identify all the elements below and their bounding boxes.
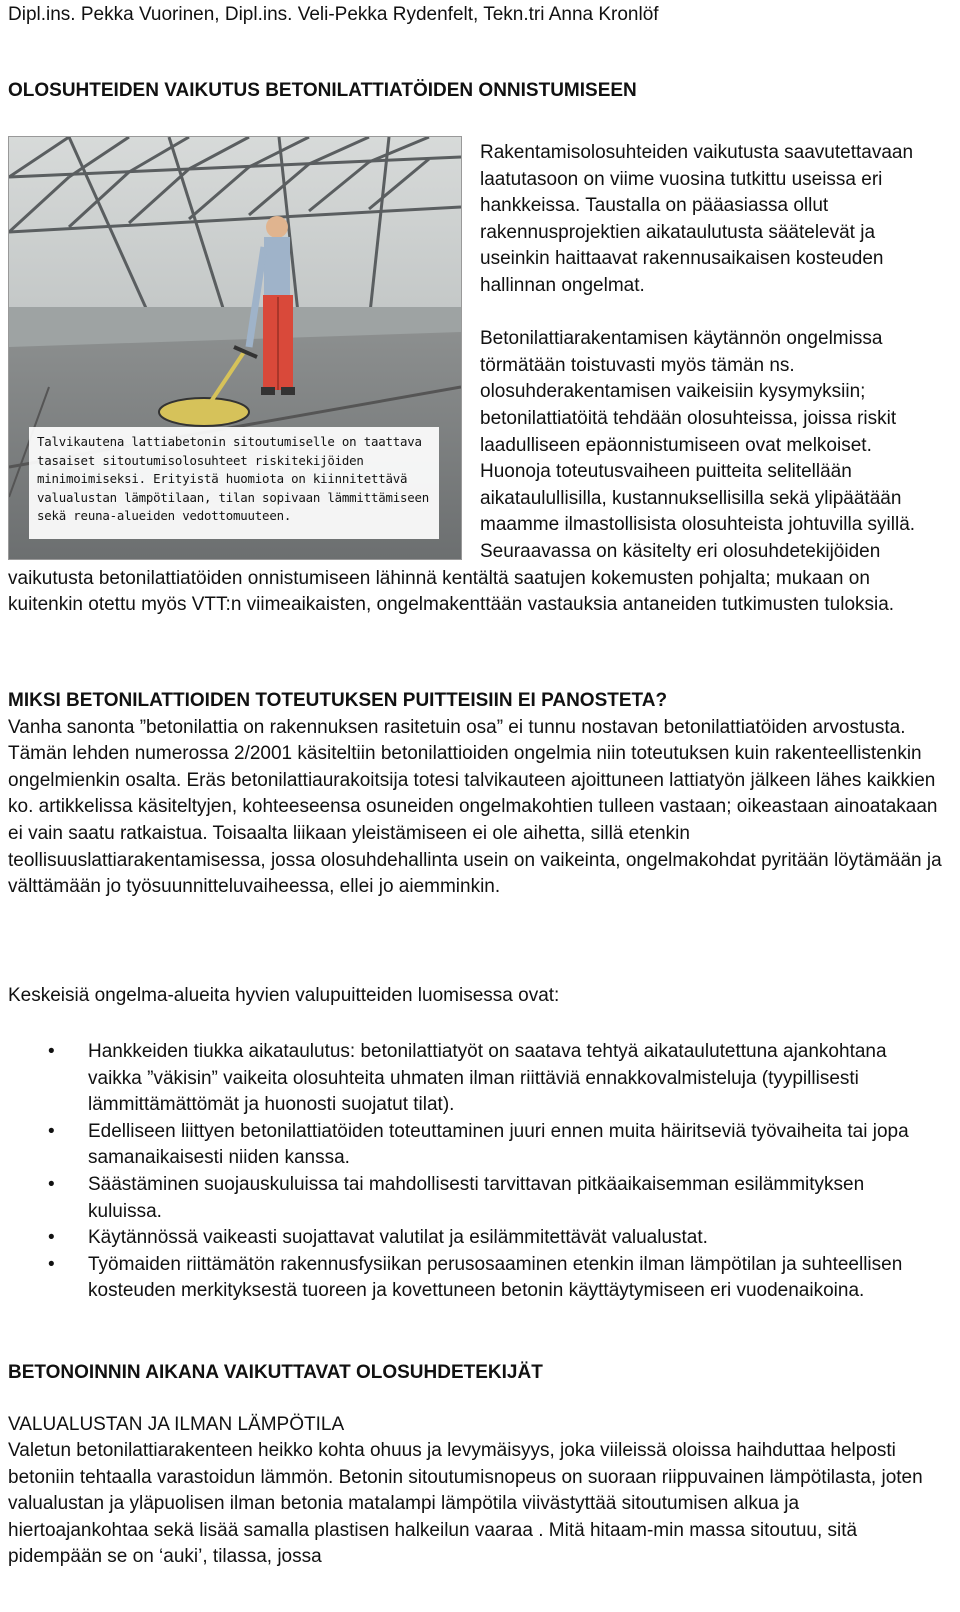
list-item: • Säästäminen suojauskuluissa tai mahdollisesti tarvittavan pitkäaikaisemman esilämmityksen kuluissa. [8, 1172, 943, 1225]
list-item: • Työmaiden riittämätön rakennusfysiikan perusosaaminen etenkin ilman lämpötilan ja suhteellisen kosteuden merkityksestä tuoreen ja kovettuneen betonin käyttäytymiseen eri vuodenaikoina. [8, 1252, 943, 1305]
list-item: • Edelliseen liittyen betonilattiatöiden toteuttaminen juuri ennen muita häiritseviä työvaiheita tai jopa samanaikaisesti niiden kanssa. [8, 1119, 943, 1172]
photo-caption: Talvikautena lattiabetonin sitoutumiselle on taattava tasaiset sitoutumisolosuhteet riskitekijöiden minimoimiseksi. Erityistä huomiota on kiinnitettävä valualustan lämpötilaan, tilan sopivaan lämmittämiseen sekä reuna-alueiden vedottomuuteen. [29, 427, 439, 539]
list-intro: Keskeisiä ongelma-alueita hyvien valupuitteiden luomisessa ovat: [8, 985, 560, 1006]
list-item: • Hankkeiden tiukka aikataulutus: betonilattiatyöt on saatava tehtyä aikataulutettuna ajankohtana vaikka ”väkisin” vaikeita olosuhteita uhmaten ilman riittäviä ennakkovalmisteluja (tyypillisesti lämmittämättömät ja huonosti suojatut tilat). [8, 1039, 943, 1119]
authors-line: Dipl.ins. Pekka Vuorinen, Dipl.ins. Veli-Pekka Rydenfelt, Tekn.tri Anna Kronlöf [8, 4, 659, 25]
section-paragraph: Vanha sanonta ”betonilattia on rakennuksen rasitetuin osa” ei tunnu nostavan betonilattiatöiden arvostusta. Tämän lehden numerossa 2/2001 käsiteltiin betonilattioiden ongelmia niin toteutuksen kuin rakenteellistenkin ongelmienkin osalta. Eräs betonilattiaurakoitsija totesi talvikauteen ajoittuneen lattiatyön jälkeen lähes kaikkien ko. artikkelissa käsiteltyjen, kohteeseensa osuneiden ongelmakohtien tulleen vastaan; oikeastaan ainoatakaan ei vain saatu ratkaistua. Toisaalta liikaan yleistämiseen ei ole aihetta, sillä etenkin teollisuuslattiarakentamisessa, jossa olosuhdehallinta usein on vaikeinta, ongelmakohdat pyritään löytämään ja välttämään jo työsuunnitteluvaiheessa, ellei jo aiemminkin. [8, 716, 942, 898]
problem-areas-list [8, 1039, 943, 1305]
worker-power-trowel-photo [8, 136, 462, 560]
section-heading: MIKSI BETONILATTIOIDEN TOTEUTUKSEN PUITTEISIIN EI PANOSTETA? [8, 690, 668, 711]
intro-paragraph-1: Rakentamisolosuhteiden vaikutusta saavutettavaan laatutasoon on viime vuosina tutkittu useissa eri hankkeissa. Taustalla on pääasiassa ollut rakennusprojektien aikataulutusta säätelevät ja useinkin haittaavat rakennusaikaisen kosteuden hallinnan ongelmat. [480, 142, 914, 296]
subsection-paragraph: Valetun betonilattiarakenteen heikko kohta ohuus ja levymäisyys, joka viileissä oloissa haihduttaa helposti betoniin tehtaalla varastoidun lämmön. Betonin sitoutumisnopeus on suoraan riippuvainen lämpötilasta, joten valualustan ja yläpuolisen ilman betonia matalampi lämpötila viivästyttää sitoutumisen alkua ja hiertoajankohtaa sekä lisää samalla plastisen halkeilun vaaraa . Mitä hitaam-min massa sitoutuu, sitä pidempään se on ‘auki’, tilassa, jossa [8, 1440, 923, 1568]
intro-paragraph-2: Betonilattiarakentamisen käytännön ongelmissa törmätään toistuvasti myös tämän ns. olosuhderakentamisen vaikeisiin kysymyksiin; betonilattiatöitä tehdään olosuhteissa, joissa riskit laadulliseen epäonnistumiseen ovat melkoiset. Huonoja toteutusvaiheen puitteita selitellään aikataulullisilla, kustannuksellisilla sekä ylipäätään maamme ilmastollisista olosuhteista johtuvilla syillä. Seuraavassa on käsitelty eri olosuhdetekijöiden vaikutusta betonilattiatöiden onnistumiseen lähinnä kentältä saatujen kokemusten pohjalta; mukaan on kuitenkin otettu myös VTT:n viimeaikaisten, ongelmakenttään vastauksia antaneiden tutkimusten tuloksia. [8, 328, 916, 616]
section-heading-conditions: BETONOINNIN AIKANA VAIKUTTAVAT OLOSUHDETEKIJÄT [8, 1362, 543, 1383]
list-item: • Käytännössä vaikeasti suojattavat valutilat ja esilämmitettävät valualustat. [8, 1225, 943, 1252]
section-why-not-invest [8, 688, 943, 901]
subsection-heading: VALUALUSTAN JA ILMAN LÄMPÖTILA [8, 1414, 345, 1435]
intro-section [8, 140, 938, 619]
article-title: OLOSUHTEIDEN VAIKUTUS BETONILATTIATÖIDEN ONNISTUMISEEN [8, 80, 637, 101]
